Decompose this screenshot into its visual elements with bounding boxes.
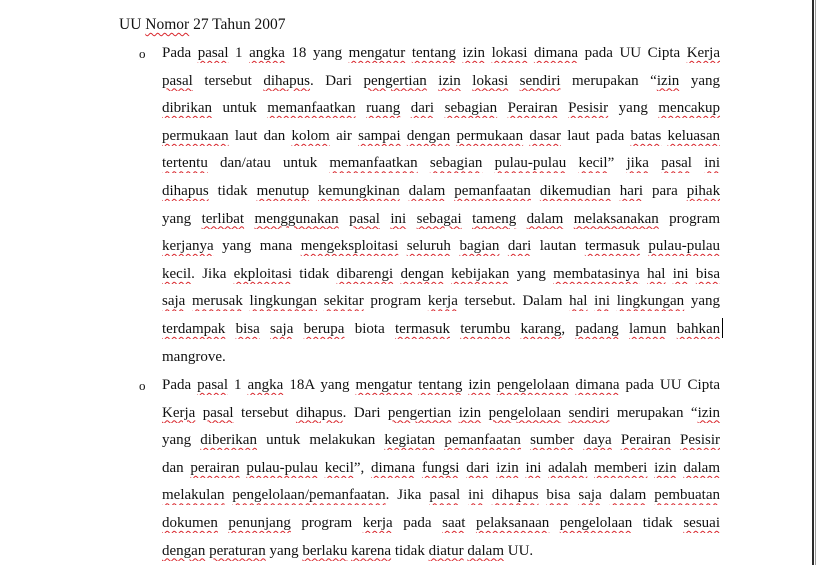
spellcheck-word: Perairan xyxy=(620,432,671,449)
spellcheck-word: dalam xyxy=(526,210,564,227)
spellcheck-word: pasal xyxy=(197,45,229,61)
spellcheck-word: ini xyxy=(390,210,407,227)
spellcheck-word: dengan xyxy=(162,542,206,559)
spellcheck-word: izin xyxy=(458,404,482,421)
spellcheck-word: permukaan xyxy=(162,127,229,144)
spellcheck-word: adalah xyxy=(548,459,588,476)
spellcheck-word: mengeksploitasi xyxy=(300,238,399,255)
spellcheck-word: dibarengi xyxy=(336,265,394,282)
spellcheck-word: dihapus xyxy=(491,487,539,504)
spellcheck-word: pengelolaan xyxy=(496,377,570,393)
spellcheck-word: izin xyxy=(496,459,519,476)
spellcheck-word: permukaan xyxy=(456,127,524,144)
spellcheck-word: lamun xyxy=(629,321,667,337)
spellcheck-word: melakulan xyxy=(162,487,225,504)
spellcheck-word: saja xyxy=(162,293,186,310)
spellcheck-word: batas xyxy=(630,127,662,144)
spellcheck-word: dengan xyxy=(400,265,444,282)
spellcheck-word: memanfaatkan xyxy=(329,155,418,172)
window-edge xyxy=(812,0,814,565)
text-line: mangrove. xyxy=(162,348,226,365)
spellcheck-word: terumbu xyxy=(460,321,511,337)
spellcheck-word: dasar xyxy=(529,127,561,144)
spellcheck-word: mengatur xyxy=(355,377,413,393)
text-line: pasal tersebut dihapus. Dari pengertian izin lokasi sendiri merupakan “izin yang xyxy=(162,72,720,89)
spellcheck-word: Pesisir xyxy=(568,100,609,117)
spellcheck-word: pemanfaatan xyxy=(454,183,531,199)
spellcheck-word: kecil xyxy=(324,459,354,476)
spellcheck-word: kegiatan xyxy=(384,432,436,449)
spellcheck-word: berupa xyxy=(303,321,345,337)
text-line: dokumen penunjang program kerja pada saat pelaksanaan pengelolaan tidak sesuai xyxy=(162,515,720,531)
spellcheck-word: saja xyxy=(578,487,602,504)
spellcheck-word: menutup xyxy=(256,183,310,199)
spellcheck-word: lingkungan xyxy=(616,293,685,310)
spellcheck-word: seluruh xyxy=(406,238,451,255)
spellcheck-word: diatur xyxy=(428,542,464,559)
spellcheck-word: angka xyxy=(249,45,285,61)
spellcheck-word: tentang xyxy=(418,377,463,393)
spellcheck-word: Kerja xyxy=(162,404,196,421)
spellcheck-word: angka xyxy=(247,377,284,393)
spellcheck-word: sebagian xyxy=(429,155,483,172)
spellcheck-word: jika xyxy=(626,155,649,172)
spellcheck-word: mengatur xyxy=(348,45,406,61)
text-line: melakulan pengelolaan/pemanfaatan. Jika pasal ini dihapus bisa saja dalam pembuatan xyxy=(162,487,720,504)
spellcheck-word: membatasinya xyxy=(553,265,640,282)
spellcheck-word: dimana xyxy=(533,45,579,61)
spellcheck-word: Kerja xyxy=(686,45,720,61)
spellcheck-word: saat xyxy=(442,515,466,531)
text-line: yang terlibat menggunakan pasal ini sebagai tameng dalam melaksanakan program xyxy=(162,210,720,227)
spellcheck-word: hal xyxy=(647,265,666,282)
text-line: yang diberikan untuk melakukan kegiatan pemanfaatan sumber daya Perairan Pesisir xyxy=(162,432,720,449)
spellcheck-word: kerjanya xyxy=(162,238,214,255)
spellcheck-word: pasal xyxy=(349,210,380,227)
spellcheck-word: ekploitasi xyxy=(233,265,292,282)
spellcheck-word: keluasan xyxy=(667,127,720,144)
text-line: permukaan laut dan kolom air sampai dengan permukaan dasar laut pada batas keluasan xyxy=(162,127,720,144)
spellcheck-word: kecil xyxy=(578,155,608,172)
spellcheck-word: ini xyxy=(672,265,689,282)
spellcheck-word: pasal xyxy=(429,487,461,504)
spellcheck-word: bahkan xyxy=(676,321,720,337)
spellcheck-word: sendiri xyxy=(568,404,610,421)
spellcheck-word: izin xyxy=(438,72,461,89)
spellcheck-word: padang xyxy=(575,321,619,337)
spellcheck-word: pengelolaan xyxy=(559,515,633,531)
spellcheck-word: pengertian xyxy=(387,404,452,421)
bullet-marker: o xyxy=(139,46,146,61)
bullet-marker: o xyxy=(139,378,146,393)
spellcheck-word: menggunakan xyxy=(254,210,339,227)
spellcheck-word: berlaku xyxy=(302,542,348,559)
spellcheck-word: bisa xyxy=(695,265,720,282)
document-heading: UU Nomor 27 Tahun 2007 xyxy=(119,16,286,33)
spellcheck-word: sekitar xyxy=(323,293,364,310)
spellcheck-word: dari xyxy=(410,100,435,117)
spellcheck-word: kolom xyxy=(291,127,330,144)
spellcheck-word: daya xyxy=(583,432,612,449)
spellcheck-word: terlibat xyxy=(201,210,245,227)
spellcheck-word: pasal xyxy=(197,377,228,393)
spellcheck-word: dokumen xyxy=(162,515,218,531)
spellcheck-word: pengelolaan/pemanfaatan xyxy=(232,487,386,504)
spellcheck-word: dalam xyxy=(408,183,446,199)
spellcheck-word: dibrikan xyxy=(162,100,212,117)
spellcheck-word: dalam xyxy=(609,487,647,504)
spellcheck-word: dihapus xyxy=(295,404,343,421)
spellcheck-word: pulau-pulau xyxy=(494,155,567,172)
spellcheck-word: sumber xyxy=(530,432,575,449)
spellcheck-word: izin xyxy=(462,45,486,61)
spellcheck-word: pihak xyxy=(686,183,720,199)
spellcheck-word: dimana xyxy=(575,377,620,393)
spellcheck-word: tameng xyxy=(472,210,517,227)
spellcheck-word: tentang xyxy=(411,45,456,61)
spellcheck-word: kerja xyxy=(427,293,458,310)
spellcheck-word: sebagai xyxy=(416,210,462,227)
spellcheck-word: karena xyxy=(351,542,392,559)
spellcheck-word: perairan xyxy=(190,459,240,476)
spellcheck-word: dimana xyxy=(371,459,416,476)
spellcheck-word: kemungkinan xyxy=(318,183,400,199)
spellcheck-word: izin xyxy=(468,377,491,393)
spellcheck-word: Pesisir xyxy=(679,432,720,449)
spellcheck-word: melaksanakan xyxy=(573,210,659,227)
spellcheck-word: pengertian xyxy=(363,72,427,89)
spellcheck-word: karang xyxy=(520,321,562,337)
spellcheck-word: memanfaatkan xyxy=(267,100,356,117)
text-line: dihapus tidak menutup kemungkinan dalam pemanfaatan dikemudian hari para pihak xyxy=(162,183,720,199)
spellcheck-word: dari xyxy=(466,459,490,476)
spellcheck-word: pasal xyxy=(162,72,193,89)
spellcheck-word: pulau-pulau xyxy=(246,459,318,476)
text-line: saja merusak lingkungan sekitar program kerja tersebut. Dalam hal ini lingkungan yang xyxy=(162,293,720,310)
spellcheck-word: sendiri xyxy=(519,72,561,89)
spellcheck-word: dihapus xyxy=(263,72,311,89)
text-line: kecil. Jika ekploitasi tidak dibarengi dengan kebijakan yang membatasinya hal ini bisa xyxy=(162,265,720,282)
spellcheck-word: izin xyxy=(654,459,677,476)
text-line: kerjanya yang mana mengeksploitasi seluruh bagian dari lautan termasuk pulau-pulau xyxy=(162,238,720,255)
spellcheck-word: hari xyxy=(619,183,644,199)
spellcheck-word: memberi xyxy=(594,459,648,476)
spellcheck-word: pasal xyxy=(661,155,692,172)
text-line: dibrikan untuk memanfaatkan ruang dari sebagian Perairan Pesisir yang mencakup xyxy=(162,100,720,117)
spellcheck-word: terdampak xyxy=(162,321,226,337)
spellcheck-word: bisa xyxy=(546,487,571,504)
spellcheck-word: dalam xyxy=(683,459,720,476)
spellcheck-word: ruang xyxy=(366,100,401,117)
spellcheck-word: diberikan xyxy=(200,432,257,449)
spellcheck-word: pengelolaan xyxy=(488,404,562,421)
spellcheck-word: ini xyxy=(468,487,484,504)
text-line: tertentu dan/atau untuk memanfaatkan sebagian pulau-pulau kecil” jika pasal ini xyxy=(162,155,720,172)
spellcheck-word: Nomor xyxy=(145,16,190,33)
spellcheck-word: izin xyxy=(697,404,720,421)
spellcheck-word: hal xyxy=(569,293,588,310)
spellcheck-word: tertentu xyxy=(162,155,208,172)
text-line: Pada pasal 1 angka 18 yang mengatur tentang izin lokasi dimana pada UU Cipta Kerja xyxy=(162,45,720,61)
spellcheck-word: dengan xyxy=(406,127,451,144)
spellcheck-word: pasal xyxy=(202,404,234,421)
spellcheck-word: kecil xyxy=(162,265,192,282)
spellcheck-word: kebijakan xyxy=(451,265,510,282)
spellcheck-word: termasuk xyxy=(584,238,640,255)
spellcheck-word: termasuk xyxy=(395,321,450,337)
spellcheck-word: pemanfaatan xyxy=(444,432,521,449)
spellcheck-word: dalam xyxy=(467,542,504,559)
spellcheck-word: dihapus xyxy=(162,183,209,199)
spellcheck-word: saja xyxy=(270,321,294,337)
spellcheck-word: dikemudian xyxy=(539,183,611,199)
text-line: dengan peraturan yang berlaku karena tidak diatur dalam UU. xyxy=(162,542,534,559)
spellcheck-word: sampai xyxy=(358,127,401,144)
text-line: dan perairan pulau-pulau kecil”, dimana fungsi dari izin ini adalah memberi izin dalam xyxy=(162,459,720,476)
text-line: Kerja pasal tersebut dihapus. Dari pengertian izin pengelolaan sendiri merupakan “izin xyxy=(162,404,720,421)
spellcheck-word: ini xyxy=(525,459,542,476)
spellcheck-word: ini xyxy=(704,155,720,172)
spellcheck-word: bagian xyxy=(459,238,500,255)
spellcheck-word: kerja xyxy=(362,515,393,531)
spellcheck-word: mencakup xyxy=(658,100,720,117)
spellcheck-word: pembuatan xyxy=(654,487,720,504)
text-cursor xyxy=(722,318,723,338)
spellcheck-word: lingkungan xyxy=(249,293,318,310)
spellcheck-word: izin xyxy=(656,72,680,89)
spellcheck-word: lokasi xyxy=(472,72,509,89)
spellcheck-word: sebagian xyxy=(444,100,498,117)
spellcheck-word: merusak xyxy=(192,293,243,310)
spellcheck-word: sesuai xyxy=(683,515,720,531)
spellcheck-word: pelaksanaan xyxy=(475,515,550,531)
spellcheck-word: pulau-pulau xyxy=(648,238,720,255)
spellcheck-word: Perairan xyxy=(507,100,558,117)
spellcheck-word: lokasi xyxy=(491,45,528,61)
spellcheck-word: peraturan xyxy=(209,542,266,559)
spellcheck-word: bisa xyxy=(235,321,260,337)
spellcheck-word: fungsi xyxy=(421,459,460,476)
spellcheck-word: ini xyxy=(594,293,610,310)
spellcheck-word: penunjang xyxy=(228,515,291,531)
text-line: terdampak bisa saja berupa biota termasuk terumbu karang, padang lamun bahkan xyxy=(162,321,720,337)
spellcheck-word: dari xyxy=(507,238,532,255)
text-line: Pada pasal 1 angka 18A yang mengatur tentang izin pengelolaan dimana pada UU Cipta xyxy=(162,377,720,393)
